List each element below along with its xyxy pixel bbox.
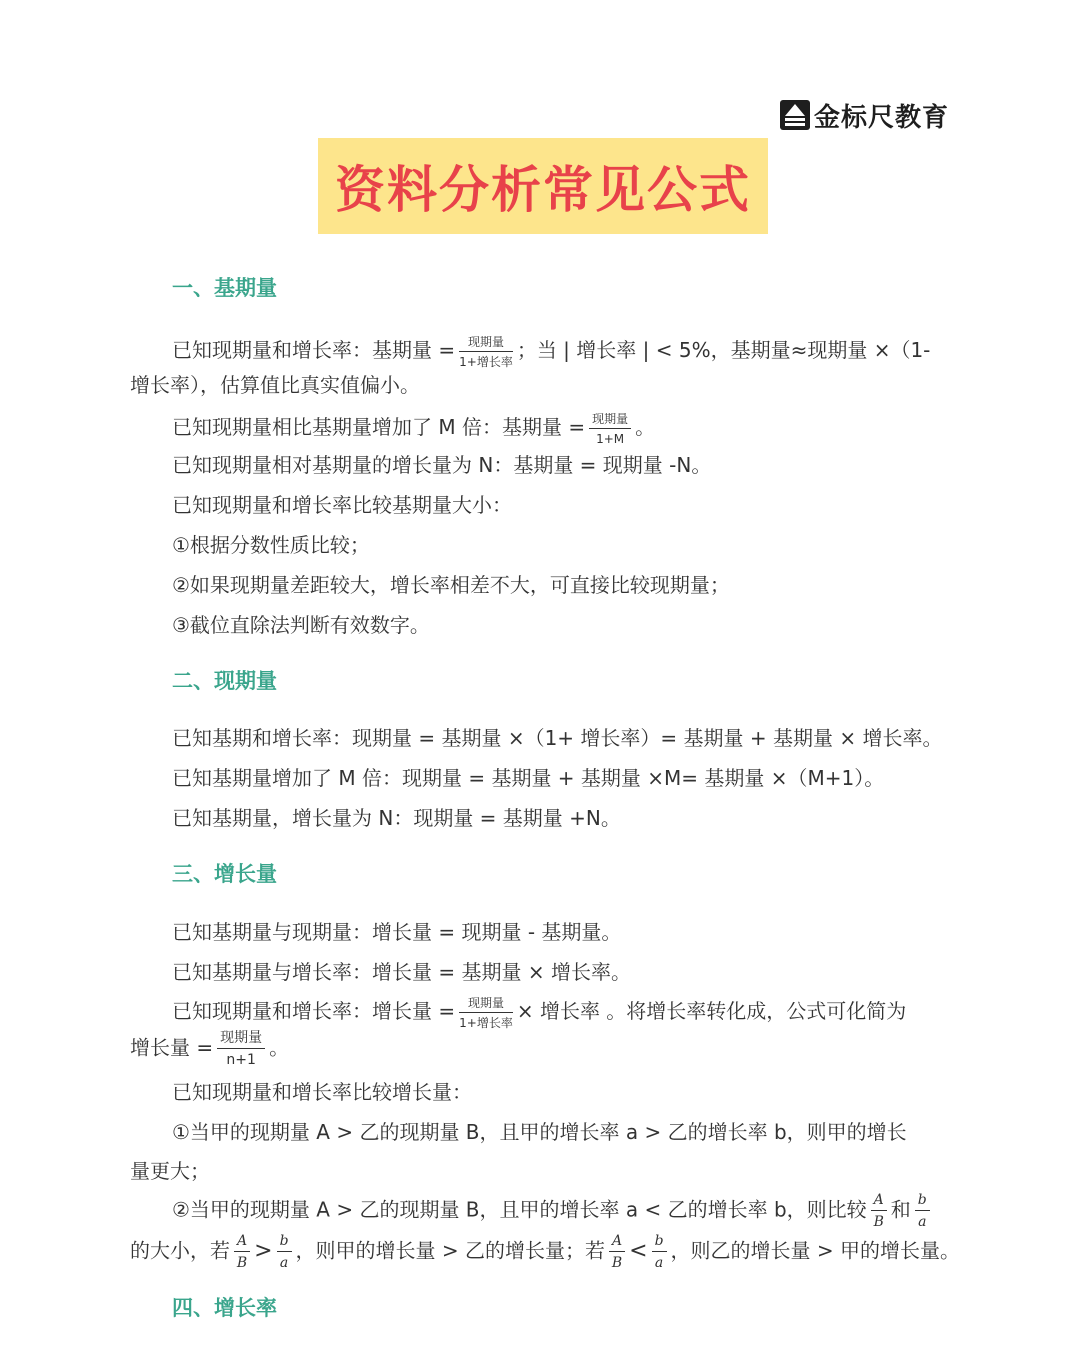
section-heading-current-period: 二、现期量 xyxy=(172,669,277,693)
brand-name: 金标尺教育 xyxy=(814,102,950,133)
section-heading-growth-amount: 三、增长量 xyxy=(172,862,277,886)
s3-l8-pre: 的大小，若 xyxy=(130,1238,230,1263)
fraction-numerator: b xyxy=(277,1234,292,1252)
fraction-numerator: A xyxy=(871,1193,887,1211)
s3-line-4 xyxy=(130,1031,289,1067)
s3-l7-pre: ②当甲的现期量 A > 乙的现期量 B，且甲的增长率 a < 乙的增长率 b，则比较 xyxy=(172,1197,867,1222)
s1-line-7: ③截位直除法判断有效数字。 xyxy=(172,613,430,637)
fraction-denominator: 1+M xyxy=(596,431,625,446)
fraction-numerator: 现期量 xyxy=(217,1031,265,1049)
fraction-a-over-b xyxy=(234,1234,250,1270)
s3-l4-post: 。 xyxy=(269,1035,290,1060)
s3-line-5: 已知现期量和增长率比较增长量： xyxy=(172,1080,472,1104)
s3-line-8 xyxy=(130,1234,960,1270)
s3-l4-pre: 增长量 = xyxy=(130,1035,214,1060)
fraction-denominator: a xyxy=(654,1255,664,1271)
s1-line-1-cont: 增长率），估算值比真实值偏小。 xyxy=(130,373,420,397)
s3-l8-mid: ，则甲的增长量 > 乙的增长量；若 xyxy=(295,1238,606,1263)
s3-l3-post: × 增长率 。将增长率转化成，公式可化简为 xyxy=(516,999,907,1023)
fraction-current-over-1-plus-rate xyxy=(459,997,513,1029)
s2-line-1: 已知基期和增长率：现期量 = 基期量 ×（1+ 增长率）= 基期量 + 基期量 × 增长率。 xyxy=(172,726,943,750)
fraction-denominator: 1+增长率 xyxy=(459,1015,513,1030)
s1-line-3: 已知现期量相对基期量的增长量为 N：基期量 = 现期量 -N。 xyxy=(172,453,712,477)
fraction-denominator: a xyxy=(279,1255,289,1271)
s1-line-1 xyxy=(172,334,930,368)
s3-line-6-cont: 量更大； xyxy=(130,1159,210,1183)
fraction-numerator: A xyxy=(234,1234,250,1252)
brand-logo xyxy=(780,98,949,132)
fraction-denominator: a xyxy=(918,1214,927,1230)
s1-l2-post: 。 xyxy=(635,415,656,439)
greater-than-sign: > xyxy=(254,1238,273,1264)
title-banner xyxy=(318,138,768,234)
s3-line-6: ①当甲的现期量 A > 乙的现期量 B，且甲的增长率 a > 乙的增长率 b，则甲的增长 xyxy=(172,1120,907,1144)
s3-line-7 xyxy=(172,1193,934,1229)
fraction-denominator: n+1 xyxy=(226,1052,256,1068)
fraction-current-over-1-plus-m xyxy=(589,413,631,445)
fraction-b-over-a xyxy=(915,1193,930,1229)
fraction-denominator: 1+增长率 xyxy=(459,354,513,369)
fraction-numerator: 现期量 xyxy=(459,336,513,352)
fraction-a-over-b xyxy=(609,1234,625,1270)
page-title: 资料分析常见公式 xyxy=(335,161,751,219)
fraction-denominator: B xyxy=(873,1214,884,1230)
s1-l2-pre: 已知现期量相比基期量增加了 M 倍：基期量 = xyxy=(172,415,586,439)
s1-l1-post: ；当 | 增长率 | < 5%，基期量≈现期量 ×（1- xyxy=(516,338,931,362)
s3-line-3 xyxy=(172,995,906,1029)
s2-line-2: 已知基期量增加了 M 倍：现期量 = 基期量 + 基期量 ×M= 基期量 ×（M+1）。 xyxy=(172,766,885,790)
fraction-current-over-n-plus-1 xyxy=(217,1031,265,1067)
fraction-denominator: B xyxy=(611,1255,623,1271)
pyramid-logo-icon xyxy=(780,100,810,130)
fraction-numerator: b xyxy=(915,1193,930,1211)
s1-l1-pre: 已知现期量和增长率：基期量 = xyxy=(172,338,456,362)
s3-l7-and: 和 xyxy=(890,1197,911,1222)
s1-line-6: ②如果现期量差距较大，增长率相差不大，可直接比较现期量； xyxy=(172,573,730,597)
s3-line-2: 已知基期量与增长率：增长量 = 基期量 × 增长率。 xyxy=(172,960,631,984)
section-heading-growth-rate: 四、增长率 xyxy=(172,1296,277,1320)
s1-line-2 xyxy=(172,411,655,445)
s3-l3-pre: 已知现期量和增长率：增长量 = xyxy=(172,999,456,1023)
less-than-sign: < xyxy=(629,1238,648,1264)
fraction-current-over-1-plus-rate xyxy=(459,336,513,368)
s3-line-1: 已知基期量与现期量：增长量 = 现期量 - 基期量。 xyxy=(172,920,622,944)
s2-line-3: 已知基期量，增长量为 N：现期量 = 基期量 +N。 xyxy=(172,806,621,830)
fraction-b-over-a xyxy=(652,1234,667,1270)
fraction-b-over-a xyxy=(277,1234,292,1270)
fraction-numerator: 现期量 xyxy=(589,413,631,429)
fraction-numerator: b xyxy=(652,1234,667,1252)
s1-line-4: 已知现期量和增长率比较基期量大小： xyxy=(172,493,512,517)
fraction-numerator: A xyxy=(609,1234,625,1252)
fraction-a-over-b xyxy=(871,1193,887,1229)
s1-line-5: ①根据分数性质比较； xyxy=(172,533,370,557)
s3-l8-post: ，则乙的增长量 > 甲的增长量。 xyxy=(670,1238,961,1263)
section-heading-base-period: 一、基期量 xyxy=(172,276,277,300)
fraction-numerator: 现期量 xyxy=(459,997,513,1013)
fraction-denominator: B xyxy=(236,1255,248,1271)
